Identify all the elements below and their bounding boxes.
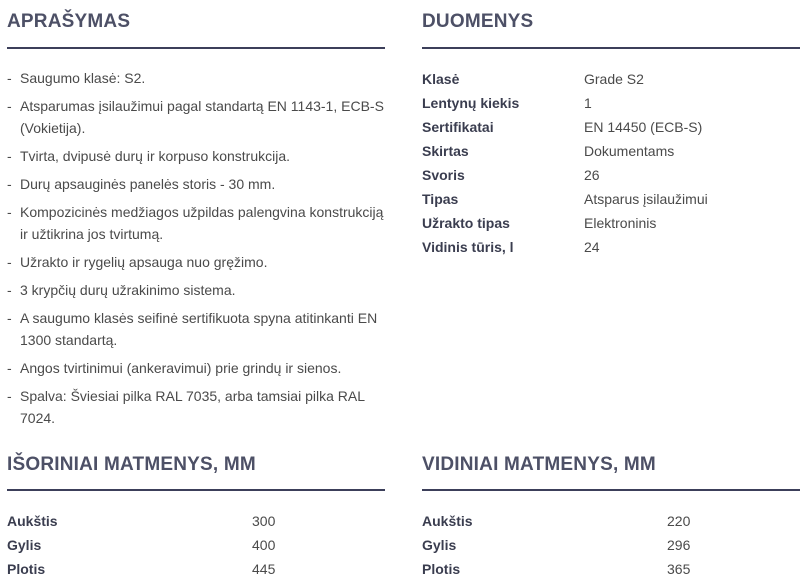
list-item: - Saugumo klasė: S2. [7, 70, 146, 86]
row-label: Aukštis [422, 513, 473, 529]
list-item: - Kompozicinės medžiagos užpildas palengvina konstrukciją ir užtikrina jos tvirtumą. [7, 204, 384, 242]
inner-dimensions-divider [422, 489, 800, 491]
list-item: - Angos tvirtinimui (ankeravimui) prie grindų ir sienos. [7, 360, 342, 376]
row-label: Gylis [422, 537, 457, 553]
inner-dimensions-table [422, 509, 690, 581]
table-row [422, 509, 690, 533]
list-item: - 3 krypčių durų užrakinimo sistema. [7, 282, 236, 298]
row-label: Aukštis [7, 513, 58, 529]
data-section [422, 11, 800, 33]
outer-dimensions-section [7, 454, 385, 476]
list-item: - Durų apsauginės panelės storis - 30 mm. [7, 176, 276, 192]
row-label: Svoris [422, 167, 465, 183]
row-label: Skirtas [422, 143, 469, 159]
table-row [422, 91, 708, 115]
row-value: EN 14450 (ECB-S) [584, 119, 703, 135]
data-heading: DUOMENYS [422, 11, 534, 32]
table-row [422, 557, 690, 581]
table-row [422, 187, 708, 211]
inner-dimensions-section [422, 454, 800, 476]
table-row [422, 67, 708, 91]
list-item-text: Atsparumas įsilaužimui pagal standartą EN 1143-1, ECB-S (Vokietija). [20, 98, 384, 136]
row-value: 300 [252, 513, 276, 529]
table-row [7, 533, 275, 557]
table-row [7, 509, 275, 533]
table-row [422, 533, 690, 557]
row-value: 24 [584, 239, 600, 255]
row-value: 296 [667, 537, 691, 553]
list-item: - Užrakto ir rygelių apsauga nuo gręžimo. [7, 254, 268, 270]
table-row [422, 235, 708, 259]
list-item-text: Spalva: Šviesiai pilka RAL 7035, arba tamsiai pilka RAL 7024. [20, 388, 365, 426]
row-value: 400 [252, 537, 276, 553]
outer-dimensions-divider [7, 489, 385, 491]
outer-dimensions-heading: IŠORINIAI MATMENYS, MM [7, 454, 256, 475]
table-row [422, 115, 708, 139]
outer-dimensions-table [7, 509, 275, 581]
row-value: Elektroninis [584, 215, 657, 231]
list-item-text: 3 krypčių durų užrakinimo sistema. [20, 282, 236, 298]
row-label: Plotis [7, 561, 46, 577]
row-value: 26 [584, 167, 600, 183]
row-label: Plotis [422, 561, 461, 577]
inner-dimensions-heading: VIDINIAI MATMENYS, MM [422, 454, 656, 475]
description-list [7, 67, 387, 435]
row-value: 445 [252, 561, 276, 577]
row-value: 1 [584, 95, 592, 111]
table-row [7, 557, 275, 581]
row-value: 220 [667, 513, 691, 529]
row-value: Dokumentams [584, 143, 675, 159]
row-value: 365 [667, 561, 691, 577]
row-label: Lentynų kiekis [422, 95, 520, 111]
row-label: Tipas [422, 191, 459, 207]
table-row [422, 163, 708, 187]
list-item-text: Tvirta, dvipusė durų ir korpuso konstrukcija. [20, 148, 290, 164]
description-section [7, 11, 385, 33]
description-heading: APRAŠYMAS [7, 11, 131, 32]
row-value: Grade S2 [584, 71, 644, 87]
list-item-text: Kompozicinės medžiagos užpildas palengvina konstrukciją ir užtikrina jos tvirtumą. [20, 204, 384, 242]
list-item-text: Užrakto ir rygelių apsauga nuo gręžimo. [20, 254, 268, 270]
list-item: - Atsparumas įsilaužimui pagal standartą EN 1143-1, ECB-S (Vokietija). [7, 98, 384, 136]
data-divider [422, 47, 800, 49]
list-item: - Tvirta, dvipusė durų ir korpuso konstrukcija. [7, 148, 290, 164]
list-item-text: Saugumo klasė: S2. [20, 70, 146, 86]
list-item-text: Angos tvirtinimui (ankeravimui) prie grindų ir sienos. [20, 360, 342, 376]
table-row [422, 139, 708, 163]
list-item-text: A saugumo klasės seifinė sertifikuota spyna atitinkanti EN 1300 standartą. [20, 310, 378, 348]
row-value: Atsparus įsilaužimui [584, 191, 708, 207]
table-row [422, 211, 708, 235]
list-item-text: Durų apsauginės panelės storis - 30 mm. [20, 176, 276, 192]
description-divider [7, 47, 385, 49]
row-label: Klasė [422, 71, 460, 87]
row-label: Vidinis tūris, l [422, 239, 514, 255]
row-label: Sertifikatai [422, 119, 494, 135]
list-item: - A saugumo klasės seifinė sertifikuota spyna atitinkanti EN 1300 standartą. [7, 310, 378, 348]
row-label: Užrakto tipas [422, 215, 510, 231]
data-table [422, 67, 708, 259]
list-item: - Spalva: Šviesiai pilka RAL 7035, arba tamsiai pilka RAL 7024. [7, 388, 365, 426]
row-label: Gylis [7, 537, 42, 553]
